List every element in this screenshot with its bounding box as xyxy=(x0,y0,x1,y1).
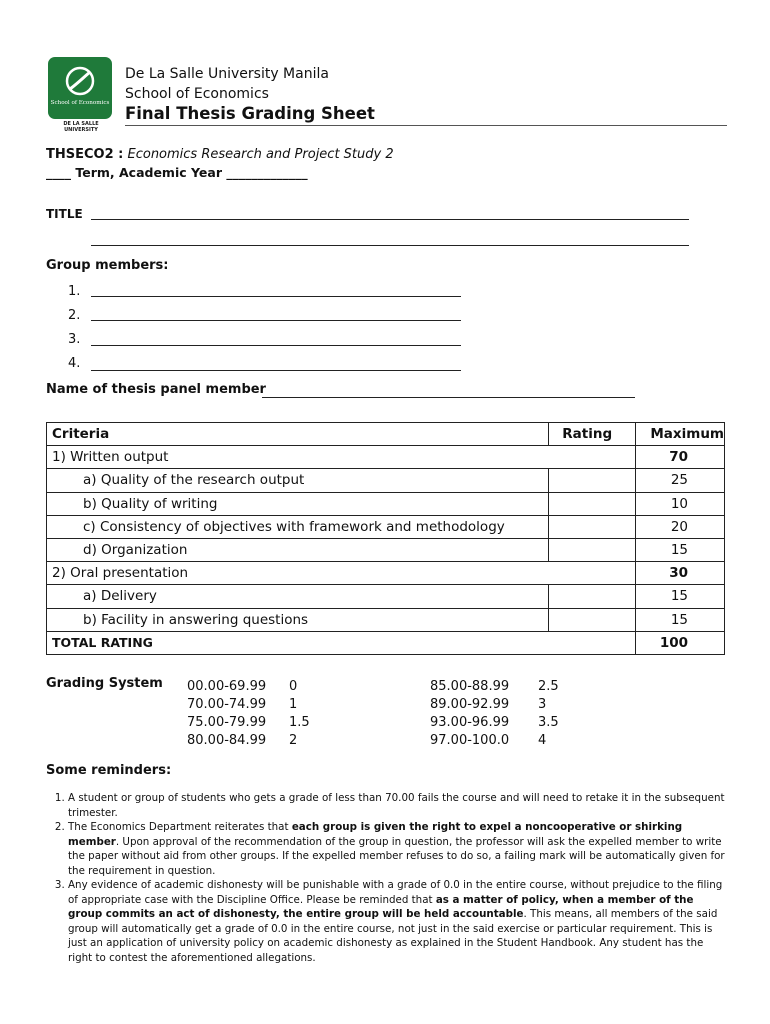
grade-range: 80.00-84.99 xyxy=(187,733,267,748)
table-header-row xyxy=(47,423,725,446)
grade-value: 4 xyxy=(538,733,547,748)
criteria-cell: b) Facility in answering questions xyxy=(47,608,549,631)
criteria-cell: a) Delivery xyxy=(47,585,549,608)
total-row xyxy=(47,631,725,654)
page-title: Final Thesis Grading Sheet xyxy=(125,104,375,123)
table-row xyxy=(47,608,725,631)
grade-range: 89.00-92.99 xyxy=(430,697,510,712)
grade-range: 97.00-100.0 xyxy=(430,733,510,748)
maximum-cell: 10 xyxy=(636,492,725,515)
maximum-cell: 25 xyxy=(636,469,725,492)
criteria-cell: b) Quality of writing xyxy=(47,492,549,515)
school-name: School of Economics xyxy=(125,86,269,102)
table-row xyxy=(47,515,725,538)
course-code: THSECO2 : xyxy=(46,147,124,162)
title-label: TITLE xyxy=(46,207,83,221)
reminder-item: 3. Any evidence of academic dishonesty will be punishable with a grade of 0.0 in the entire course, without prejudice to the filing of appropriate case with the Discipline Office. Please be reminded that as a matter of policy, when a member of the group commits an act of dishonesty, the entire group will be held accountable. This means, all members of the said group will automatically get a grade of 0.0 in the entire course, not just in the said exercise or particular requirement. This is just an application of university policy on academic dishonesty as explained in the Student Handbook. Any student has the right to contest the aforementioned allegations. xyxy=(68,878,726,965)
reminder-item: 2. The Economics Department reiterates that each group is given the right to expel a noncooperative or shirking member. Upon approval of the recommendation of the group in question, the professor will ask the expelled member to write the paper without aid from other groups. If the expelled member refuses to do so, a failing mark will be automatically given for the requirement in question. xyxy=(68,820,726,878)
table-row xyxy=(47,492,725,515)
course-line xyxy=(46,147,394,162)
grade-range: 70.00-74.99 xyxy=(187,697,267,712)
grade-value: 3.5 xyxy=(538,715,559,730)
university-name: De La Salle University Manila xyxy=(125,66,329,82)
reminders-list xyxy=(46,791,726,965)
grade-range: 00.00-69.99 xyxy=(187,679,267,694)
grade-value: 3 xyxy=(538,697,547,712)
member-number: 1. xyxy=(68,284,81,299)
header-divider xyxy=(125,125,727,126)
member-input-line-3[interactable] xyxy=(91,345,461,346)
criteria-cell: d) Organization xyxy=(47,538,549,561)
maximum-cell: 30 xyxy=(636,562,725,585)
criteria-table xyxy=(46,422,725,655)
term-line: ____ Term, Academic Year _____________ xyxy=(46,165,308,180)
member-number: 3. xyxy=(68,332,81,347)
grade-value: 0 xyxy=(289,679,298,694)
rating-cell[interactable] xyxy=(549,562,636,585)
grade-range: 85.00-88.99 xyxy=(430,679,510,694)
criteria-cell: 2) Oral presentation xyxy=(47,562,549,585)
maximum-cell: 20 xyxy=(636,515,725,538)
grade-values-right xyxy=(538,678,559,750)
logo-university: DE LA SALLE UNIVERSITY xyxy=(63,121,99,133)
rating-cell[interactable] xyxy=(549,515,636,538)
maximum-cell: 15 xyxy=(636,585,725,608)
grade-value: 1 xyxy=(289,697,298,712)
globe-icon xyxy=(48,57,112,119)
grade-value: 2.5 xyxy=(538,679,559,694)
table-row xyxy=(47,538,725,561)
grading-system-label: Grading System xyxy=(46,676,163,691)
grade-range: 93.00-96.99 xyxy=(430,715,510,730)
grade-value: 1.5 xyxy=(289,715,310,730)
reminders-label: Some reminders: xyxy=(46,763,172,778)
total-label: TOTAL RATING xyxy=(47,631,549,654)
logo-text: School of Economics xyxy=(50,100,110,106)
grade-ranges-right xyxy=(430,678,509,750)
member-number: 2. xyxy=(68,308,81,323)
criteria-cell: a) Quality of the research output xyxy=(47,469,549,492)
table-row xyxy=(47,562,725,585)
member-input-line-4[interactable] xyxy=(91,370,461,371)
rating-cell[interactable] xyxy=(549,585,636,608)
title-input-line-1[interactable] xyxy=(91,219,689,220)
rating-cell[interactable] xyxy=(549,492,636,515)
reminder-item: 1. A student or group of students who gets a grade of less than 70.00 fails the course and will need to retake it in the subsequent trimester. xyxy=(68,791,726,820)
criteria-cell: c) Consistency of objectives with framework and methodology xyxy=(47,515,549,538)
course-name: Economics Research and Project Study 2 xyxy=(127,147,394,162)
member-number: 4. xyxy=(68,356,81,371)
total-rating-cell[interactable] xyxy=(549,631,636,654)
member-input-line-2[interactable] xyxy=(91,320,461,321)
grade-value: 2 xyxy=(289,733,298,748)
maximum-cell: 15 xyxy=(636,538,725,561)
rating-cell[interactable] xyxy=(549,446,636,469)
member-input-line-1[interactable] xyxy=(91,296,461,297)
criteria-cell: 1) Written output xyxy=(47,446,549,469)
rating-header: Rating xyxy=(549,423,636,446)
maximum-header: Maximum xyxy=(636,423,725,446)
panel-member-label: Name of thesis panel member xyxy=(46,382,266,397)
rating-cell[interactable] xyxy=(549,469,636,492)
table-row xyxy=(47,446,725,469)
panel-member-input-line[interactable] xyxy=(262,397,635,398)
title-input-line-2[interactable] xyxy=(91,245,689,246)
maximum-cell: 70 xyxy=(636,446,725,469)
group-members-label: Group members: xyxy=(46,258,169,273)
rating-cell[interactable] xyxy=(549,608,636,631)
criteria-header: Criteria xyxy=(47,423,549,446)
rating-cell[interactable] xyxy=(549,538,636,561)
school-logo xyxy=(48,57,112,119)
total-maximum: 100 xyxy=(636,631,725,654)
grade-range: 75.00-79.99 xyxy=(187,715,267,730)
table-row xyxy=(47,469,725,492)
table-row xyxy=(47,585,725,608)
grade-ranges-left xyxy=(187,678,266,750)
grade-values-left xyxy=(289,678,310,750)
maximum-cell: 15 xyxy=(636,608,725,631)
